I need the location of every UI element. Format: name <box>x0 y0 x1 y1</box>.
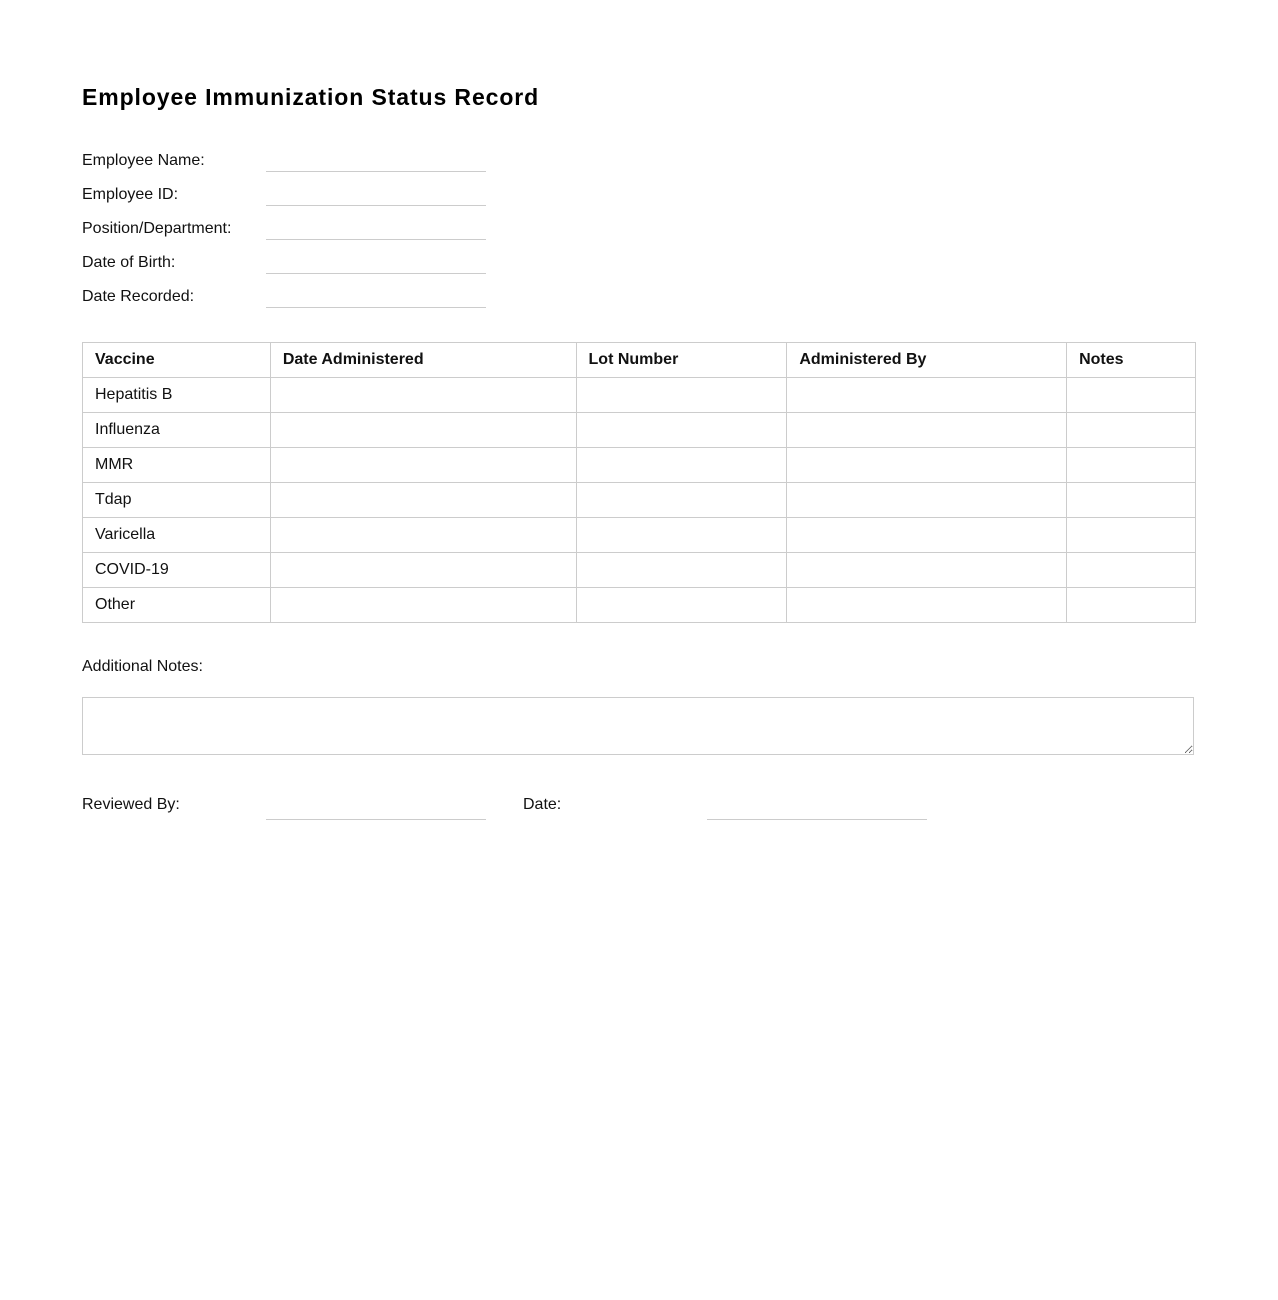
notes-cell[interactable] <box>1067 483 1196 518</box>
date-administered-cell[interactable] <box>270 448 576 483</box>
vaccine-cell: Varicella <box>83 518 271 553</box>
header-administered-by: Administered By <box>787 343 1067 378</box>
date-recorded-field <box>82 287 492 321</box>
lot-number-cell[interactable] <box>576 553 787 588</box>
date-administered-cell[interactable] <box>270 483 576 518</box>
date-of-birth-input[interactable] <box>266 247 486 274</box>
lot-number-cell[interactable] <box>576 413 787 448</box>
table-row <box>83 448 1196 483</box>
header-notes: Notes <box>1067 343 1196 378</box>
additional-notes-textarea[interactable] <box>82 697 1194 755</box>
vaccine-cell: Other <box>83 588 271 623</box>
review-date-input[interactable] <box>707 793 927 820</box>
administered-by-cell[interactable] <box>787 518 1067 553</box>
table-row <box>83 588 1196 623</box>
position-department-label: Position/Department: <box>82 220 232 237</box>
administered-by-cell[interactable] <box>787 448 1067 483</box>
review-date-label: Date: <box>523 796 562 813</box>
table-row <box>83 518 1196 553</box>
date-administered-cell[interactable] <box>270 553 576 588</box>
position-department-input[interactable] <box>266 213 486 240</box>
page-title: Employee Immunization Status Record <box>82 84 540 110</box>
date-of-birth-label: Date of Birth: <box>82 254 176 271</box>
lot-number-cell[interactable] <box>576 518 787 553</box>
header-date-administered: Date Administered <box>270 343 576 378</box>
employee-id-input[interactable] <box>266 179 486 206</box>
administered-by-cell[interactable] <box>787 378 1067 413</box>
administered-by-cell[interactable] <box>787 483 1067 518</box>
administered-by-cell[interactable] <box>787 413 1067 448</box>
date-recorded-label: Date Recorded: <box>82 288 195 305</box>
vaccine-cell: Hepatitis B <box>83 378 271 413</box>
lot-number-cell[interactable] <box>576 588 787 623</box>
vaccine-cell: MMR <box>83 448 271 483</box>
header-vaccine: Vaccine <box>83 343 271 378</box>
administered-by-cell[interactable] <box>787 588 1067 623</box>
employee-id-label: Employee ID: <box>82 186 179 203</box>
lot-number-cell[interactable] <box>576 448 787 483</box>
date-recorded-input[interactable] <box>266 281 486 308</box>
reviewed-by-label: Reviewed By: <box>82 796 180 813</box>
table-header-row <box>83 343 1196 378</box>
vaccine-cell: COVID-19 <box>83 553 271 588</box>
notes-cell[interactable] <box>1067 413 1196 448</box>
reviewed-by-input[interactable] <box>266 793 486 820</box>
table-row <box>83 553 1196 588</box>
lot-number-cell[interactable] <box>576 483 787 518</box>
additional-notes-label: Additional Notes: <box>82 658 203 675</box>
date-administered-cell[interactable] <box>270 413 576 448</box>
vaccine-cell: Influenza <box>83 413 271 448</box>
employee-name-label: Employee Name: <box>82 152 205 169</box>
vaccine-cell: Tdap <box>83 483 271 518</box>
notes-cell[interactable] <box>1067 378 1196 413</box>
immunization-table <box>82 342 1196 623</box>
notes-cell[interactable] <box>1067 518 1196 553</box>
table-row <box>83 413 1196 448</box>
notes-cell[interactable] <box>1067 588 1196 623</box>
administered-by-cell[interactable] <box>787 553 1067 588</box>
notes-cell[interactable] <box>1067 553 1196 588</box>
date-administered-cell[interactable] <box>270 588 576 623</box>
table-row <box>83 378 1196 413</box>
employee-name-input[interactable] <box>266 145 486 172</box>
notes-cell[interactable] <box>1067 448 1196 483</box>
lot-number-cell[interactable] <box>576 378 787 413</box>
table-row <box>83 483 1196 518</box>
header-lot-number: Lot Number <box>576 343 787 378</box>
date-administered-cell[interactable] <box>270 378 576 413</box>
date-administered-cell[interactable] <box>270 518 576 553</box>
